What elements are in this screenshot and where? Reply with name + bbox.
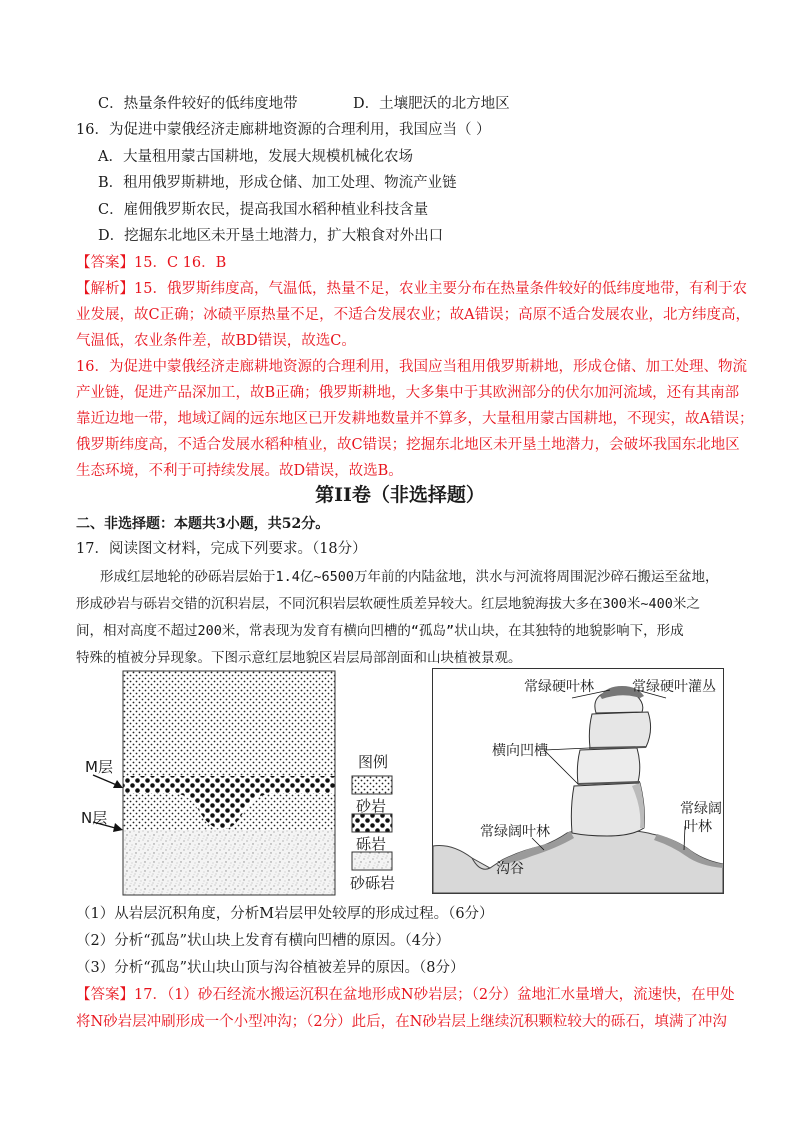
sandy-conglomerate-layer [123,830,335,895]
answer-15-16: 【答案】15．C 16．B [76,255,227,271]
legend-sandy-conglomerate-swatch [352,852,392,870]
analysis-16-line-2: 产业链，促进产品深加工，故B正确；俄罗斯耕地，大多集中于其欧洲部分的伏尔加河流域，还有其南部 [76,385,740,401]
n-layer-label: N层 [81,809,108,827]
legend-conglomerate-label: 砾岩 [356,835,387,853]
label-evergreen-broadleaf-right-2: 叶林 [684,819,712,835]
q16-option-a: A．大量租用蒙古国耕地，发展大规模机械化农场 [98,149,413,165]
section-intro: 二、非选择题：本题共3小题，共52分。 [76,516,330,532]
top-sandstone-layer [123,671,335,776]
q17-subquestion-3: （3）分析“孤岛”状山块山顶与沟谷植被差异的原因。（8分） [76,960,465,976]
analysis-16-line-3: 靠近边地一带，地域辽阔的远东地区已开发耕地数量并不算多，大量租用蒙古国耕地，不现实，故A错误； [76,411,754,427]
q17-stem: 17．阅读图文材料，完成下列要求。（18分） [76,541,367,557]
label-evergreen-broadleaf-left: 常绿阔叶林 [480,824,550,840]
q17-material-line-3: 间，相对高度不超过200米，常表现为发育有横向凹槽的“孤岛”状山块，在其独特的地貌影响下，形成 [76,623,684,639]
legend-sandstone-swatch [352,776,392,794]
q15-option-d: D．土壤肥沃的北方地区 [353,96,510,112]
rock-column-upper [589,712,650,748]
vegetation-landscape-svg [432,668,724,894]
analysis-16-line-5: 生态环境，不利于可持续发展。故D错误，故选B。 [76,463,403,479]
q16-option-b: B．租用俄罗斯耕地，形成仓储、加工处理、物流产业链 [98,175,457,191]
q17-subquestion-1: （1）从岩层沉积角度，分析M岩层甲处较厚的形成过程。（6分） [76,906,494,922]
section-title: 第II卷（非选择题） [315,484,485,506]
rock-column-middle [577,748,639,784]
legend-title: 图例 [358,753,389,771]
rock-profile-svg [75,668,405,898]
vegetation-landscape-figure [432,668,724,894]
q16-option-d: D．挖掘东北地区未开垦土地潜力，扩大粮食对外出口 [98,228,444,244]
q17-subquestion-2: （2）分析“孤岛”状山块上发育有横向凹槽的原因。（4分） [76,933,451,949]
legend-conglomerate-swatch [352,814,392,832]
label-evergreen-sclerophyll-forest: 常绿硬叶林 [524,679,594,695]
q16-option-c: C．雇佣俄罗斯农民，提高我国水稻种植业科技含量 [98,202,429,218]
analysis-16-line-4: 俄罗斯纬度高，不适合发展水稻种植业，故C错误；挖掘东北地区未开垦土地潜力，会破坏我国东北地区 [76,437,740,453]
legend-sandstone-label: 砂岩 [356,797,387,815]
analysis-16-line-1: 16．为促进中蒙俄经济走廊耕地资源的合理利用，我国应当租用俄罗斯耕地，形成仓储、加工处理、物流 [76,359,747,375]
analysis-15-line-3: 气温低，农业条件差，故BD错误，故选C。 [76,333,356,349]
q17-answer-line-2: 将N砂岩层冲刷形成一个小型冲沟；（2分）此后，在N砂岩层上继续沉积颗粒较大的砾石，填满了冲沟 [76,1014,727,1030]
analysis-15-line-2: 业发展，故C正确；冰碛平原热量不足，不适合发展农业；故A错误；高原不适合发展农业，北方纬度高， [76,307,751,323]
q17-material-line-1: 形成红层地轮的砂砾岩层始于1.4亿~6500万年前的内陆盆地，洪水与河流将周围泥沙碎石搬运至盆地， [100,569,719,585]
legend-sandy-conglomerate-label: 砂砾岩 [350,874,396,892]
label-transverse-groove: 横向凹槽 [492,743,548,759]
q15-option-c: C．热量条件较好的低纬度地带 [98,96,298,112]
rock-profile-figure [75,668,405,898]
q17-answer-line-1: 【答案】17．（1）砂石经流水搬运沉积在盆地形成N砂岩层；（2分）盆地汇水量增大，流速快，在甲处 [76,987,735,1003]
label-evergreen-broadleaf-right-1: 常绿阔 [680,801,722,817]
label-evergreen-sclerophyll-shrub: 常绿硬叶灌丛 [632,679,716,695]
q16-stem: 16．为促进中蒙俄经济走廊耕地资源的合理利用，我国应当（ ） [76,122,491,138]
label-gully: 沟谷 [496,861,524,877]
m-layer-label: M层 [85,758,113,776]
q17-material-line-2: 形成砂岩与砾岩交错的沉积岩层，不同沉积岩层软硬性质差异较大。红层地貌海拔大多在300米~400米之 [76,596,700,612]
q17-material-line-4: 特殊的植被分异现象。下图示意红层地貌区岩层局部剖面和山块植被景观。 [76,650,522,666]
analysis-15-line-1: 【解析】15．俄罗斯纬度高，气温低，热量不足，农业主要分布在热量条件较好的低纬度地带，有利于农 [76,281,747,297]
rock-column-base [571,783,644,836]
